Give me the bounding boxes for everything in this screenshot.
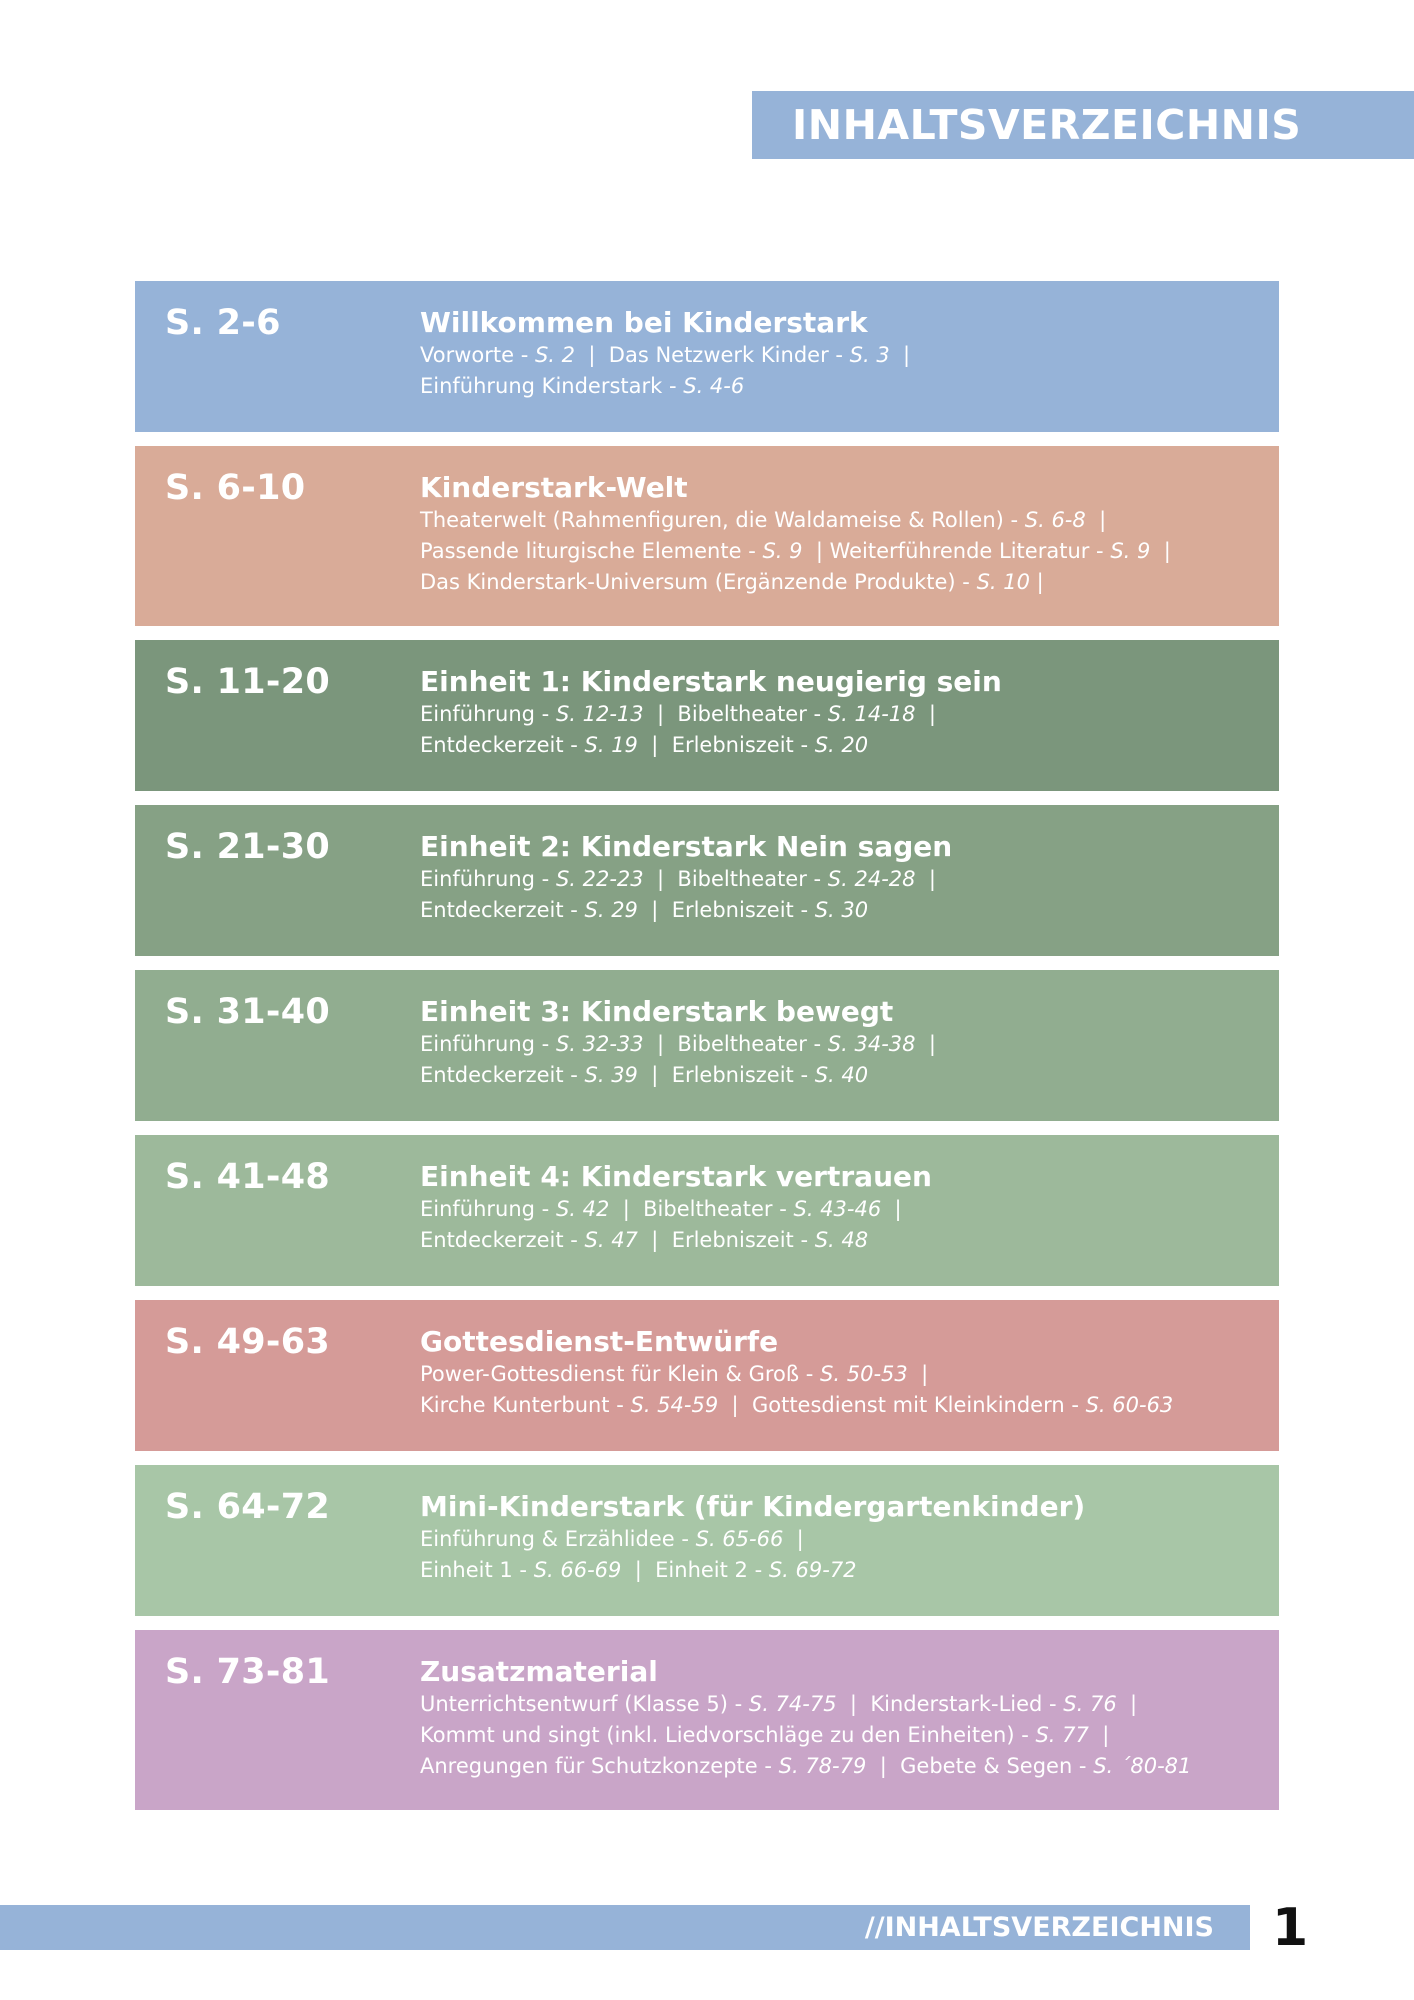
toc-entry-pages: S. 41-48	[165, 1157, 331, 1197]
detail-text: Entdeckerzeit -	[420, 1063, 585, 1087]
toc-entry-detail-line	[420, 1029, 1259, 1060]
toc-entry-detail-line	[420, 567, 1259, 598]
detail-text: Anregungen für Schutzkonzepte -	[420, 1754, 779, 1778]
detail-text: Einführung -	[420, 867, 556, 891]
toc-entry-content	[420, 1655, 1259, 1782]
toc-entry[interactable]	[135, 805, 1279, 956]
page-ref: S. 54-59	[630, 1393, 719, 1417]
page-ref: S. 10	[976, 570, 1030, 594]
toc-entry-pages: S. 31-40	[165, 992, 331, 1032]
toc-entry[interactable]	[135, 1630, 1279, 1810]
page-ref: S. 22-23	[555, 867, 644, 891]
page-ref: S. 30	[814, 898, 869, 922]
page-ref: S. ´80-81	[1093, 1754, 1192, 1778]
page-ref: S. 3	[849, 343, 890, 367]
toc-entry[interactable]	[135, 640, 1279, 791]
detail-text: Power-Gottesdienst für Klein & Groß -	[420, 1362, 821, 1386]
detail-text: |	[915, 1032, 936, 1056]
footer-bar	[0, 1905, 1250, 1950]
page-ref: S. 14-18	[827, 702, 916, 726]
toc-entry-pages: S. 73-81	[165, 1652, 331, 1692]
toc-entry-detail-line	[420, 1390, 1259, 1421]
toc-entry[interactable]	[135, 281, 1279, 432]
page-ref: S. 20	[814, 733, 869, 757]
toc-entry[interactable]	[135, 1135, 1279, 1286]
toc-entry-detail-line	[420, 536, 1259, 567]
toc-entry-pages: S. 21-30	[165, 827, 331, 867]
toc-entry-title: Gottesdienst-Entwürfe	[420, 1325, 779, 1358]
toc-entry-content	[420, 1160, 1259, 1256]
detail-text: | Erlebniszeit -	[637, 898, 815, 922]
toc-entry-content	[420, 665, 1259, 761]
page-ref: S. 66-69	[533, 1558, 622, 1582]
page-title: INHALTSVERZEICHNIS	[792, 101, 1302, 149]
toc-entry-detail-line	[420, 1359, 1259, 1390]
detail-text: Vorworte -	[420, 343, 535, 367]
detail-text: | Bibeltheater -	[643, 867, 828, 891]
toc-entry-detail-line	[420, 1689, 1259, 1720]
detail-text: Passende liturgische Elemente -	[420, 539, 763, 563]
toc-entry-title: Zusatzmaterial	[420, 1655, 658, 1688]
toc-entry-title: Einheit 1: Kinderstark neugierig sein	[420, 665, 1002, 698]
page-ref: S. 78-79	[778, 1754, 867, 1778]
page-ref: S. 43-46	[793, 1197, 882, 1221]
detail-text: Entdeckerzeit -	[420, 1228, 585, 1252]
page-ref: S. 65-66	[695, 1527, 784, 1551]
detail-text: Kirche Kunterbunt -	[420, 1393, 631, 1417]
page-ref: S. 39	[584, 1063, 638, 1087]
toc-entry[interactable]	[135, 1465, 1279, 1616]
detail-text: | Bibeltheater -	[643, 1032, 828, 1056]
page-ref: S. 48	[814, 1228, 869, 1252]
detail-text: | Erlebniszeit -	[637, 1063, 815, 1087]
detail-text: | Weiterführende Literatur -	[802, 539, 1111, 563]
page-ref: S. 32-33	[555, 1032, 644, 1056]
toc-entry-content	[420, 1490, 1259, 1586]
toc-entry-pages: S. 11-20	[165, 662, 331, 702]
toc-entry-content	[420, 1325, 1259, 1421]
detail-text: |	[1085, 508, 1107, 532]
page-ref: S. 12-13	[555, 702, 644, 726]
toc-entry-title: Einheit 3: Kinderstark bewegt	[420, 995, 894, 1028]
detail-text: | Das Netzwerk Kinder -	[575, 343, 850, 367]
toc-entry-title: Mini-Kinderstark (für Kindergartenkinder)	[420, 1490, 1086, 1523]
page-ref: S. 19	[584, 733, 638, 757]
toc-entry-title: Einheit 2: Kinderstark Nein sagen	[420, 830, 953, 863]
page-ref: S. 76	[1063, 1692, 1117, 1716]
toc-entry-pages: S. 6-10	[165, 468, 306, 508]
detail-text: Einführung Kinderstark -	[420, 374, 684, 398]
page-ref: S. 69-72	[768, 1558, 857, 1582]
page-ref: S. 50-53	[820, 1362, 908, 1386]
page-ref: S. 9	[1110, 539, 1151, 563]
toc-entry-detail-line	[420, 371, 1259, 402]
footer-label: //INHALTSVERZEICHNIS	[864, 1912, 1214, 1943]
detail-text: | Gebete & Segen -	[866, 1754, 1094, 1778]
toc-entry-detail-line	[420, 505, 1259, 536]
toc-entry-detail-line	[420, 340, 1259, 371]
page-ref: S. 34-38	[827, 1032, 916, 1056]
detail-text: |	[915, 867, 936, 891]
detail-text: | Bibeltheater -	[643, 702, 828, 726]
toc-entry-detail-line	[420, 1524, 1259, 1555]
toc-entry-pages: S. 64-72	[165, 1487, 331, 1527]
toc-entry-detail-line	[420, 699, 1259, 730]
toc-entry-title: Willkommen bei Kinderstark	[420, 306, 868, 339]
detail-text: |	[1088, 1723, 1110, 1747]
detail-text: |	[889, 343, 911, 367]
detail-text: |	[783, 1527, 804, 1551]
detail-text: | Kinderstark-Lied -	[836, 1692, 1064, 1716]
page-ref: S. 6-8	[1024, 508, 1086, 532]
detail-text: |	[1150, 539, 1171, 563]
toc-entry-title: Einheit 4: Kinderstark vertrauen	[420, 1160, 932, 1193]
detail-text: Unterrichtsentwurf (Klasse 5) -	[420, 1692, 749, 1716]
toc-entry-detail-line	[420, 864, 1259, 895]
toc-entry-content	[420, 995, 1259, 1091]
detail-text: | Einheit 2 -	[621, 1558, 769, 1582]
page-ref: S. 40	[814, 1063, 869, 1087]
page-ref: S. 2	[534, 343, 576, 367]
page-ref: S. 47	[584, 1228, 638, 1252]
page-ref: S. 4-6	[683, 374, 745, 398]
page-ref: S. 60-63	[1085, 1393, 1174, 1417]
toc-entry-content	[420, 306, 1259, 402]
toc-entry[interactable]	[135, 446, 1279, 626]
detail-text: Das Kinderstark-Universum (Ergänzende Produkte) -	[420, 570, 977, 594]
toc-entry[interactable]	[135, 970, 1279, 1121]
toc-entry-content	[420, 471, 1259, 598]
detail-text: Theaterwelt (Rahmenfiguren, die Waldameise & Rollen) -	[420, 508, 1025, 532]
detail-text: | Bibeltheater -	[609, 1197, 794, 1221]
header-banner	[752, 91, 1414, 159]
toc-entry-pages: S. 2-6	[165, 303, 281, 343]
toc-entry-detail-line	[420, 1555, 1259, 1586]
detail-text: |	[1029, 570, 1044, 594]
detail-text: Einführung -	[420, 702, 556, 726]
page-ref: S. 42	[555, 1197, 610, 1221]
toc-entry-detail-line	[420, 1194, 1259, 1225]
toc-entry-detail-line	[420, 1751, 1259, 1782]
detail-text: Einführung & Erzählidee -	[420, 1527, 696, 1551]
detail-text: | Gottesdienst mit Kleinkindern -	[718, 1393, 1086, 1417]
page-ref: S. 74-75	[748, 1692, 837, 1716]
toc-entry-detail-line	[420, 1225, 1259, 1256]
detail-text: |	[915, 702, 936, 726]
detail-text: Einführung -	[420, 1032, 556, 1056]
toc-entry-detail-line	[420, 1720, 1259, 1751]
detail-text: |	[881, 1197, 902, 1221]
detail-text: |	[907, 1362, 929, 1386]
detail-text: Entdeckerzeit -	[420, 898, 585, 922]
detail-text: | Erlebniszeit -	[637, 733, 815, 757]
page-ref: S. 77	[1035, 1723, 1089, 1747]
detail-text: | Erlebniszeit -	[637, 1228, 815, 1252]
toc-entry-detail-line	[420, 895, 1259, 926]
page-number: 1	[1272, 1898, 1309, 1958]
toc-entry-content	[420, 830, 1259, 926]
toc-entry-pages: S. 49-63	[165, 1322, 331, 1362]
page-ref: S. 24-28	[827, 867, 916, 891]
detail-text: Einführung -	[420, 1197, 556, 1221]
page-ref: S. 29	[584, 898, 638, 922]
detail-text: |	[1116, 1692, 1138, 1716]
table-of-contents	[135, 281, 1279, 1824]
toc-entry-detail-line	[420, 730, 1259, 761]
detail-text: Entdeckerzeit -	[420, 733, 585, 757]
toc-entry-detail-line	[420, 1060, 1259, 1091]
detail-text: Einheit 1 -	[420, 1558, 534, 1582]
page-ref: S. 9	[762, 539, 803, 563]
detail-text: Kommt und singt (inkl. Liedvorschläge zu den Einheiten) -	[420, 1723, 1036, 1747]
toc-entry-title: Kinderstark-Welt	[420, 471, 688, 504]
toc-entry[interactable]	[135, 1300, 1279, 1451]
